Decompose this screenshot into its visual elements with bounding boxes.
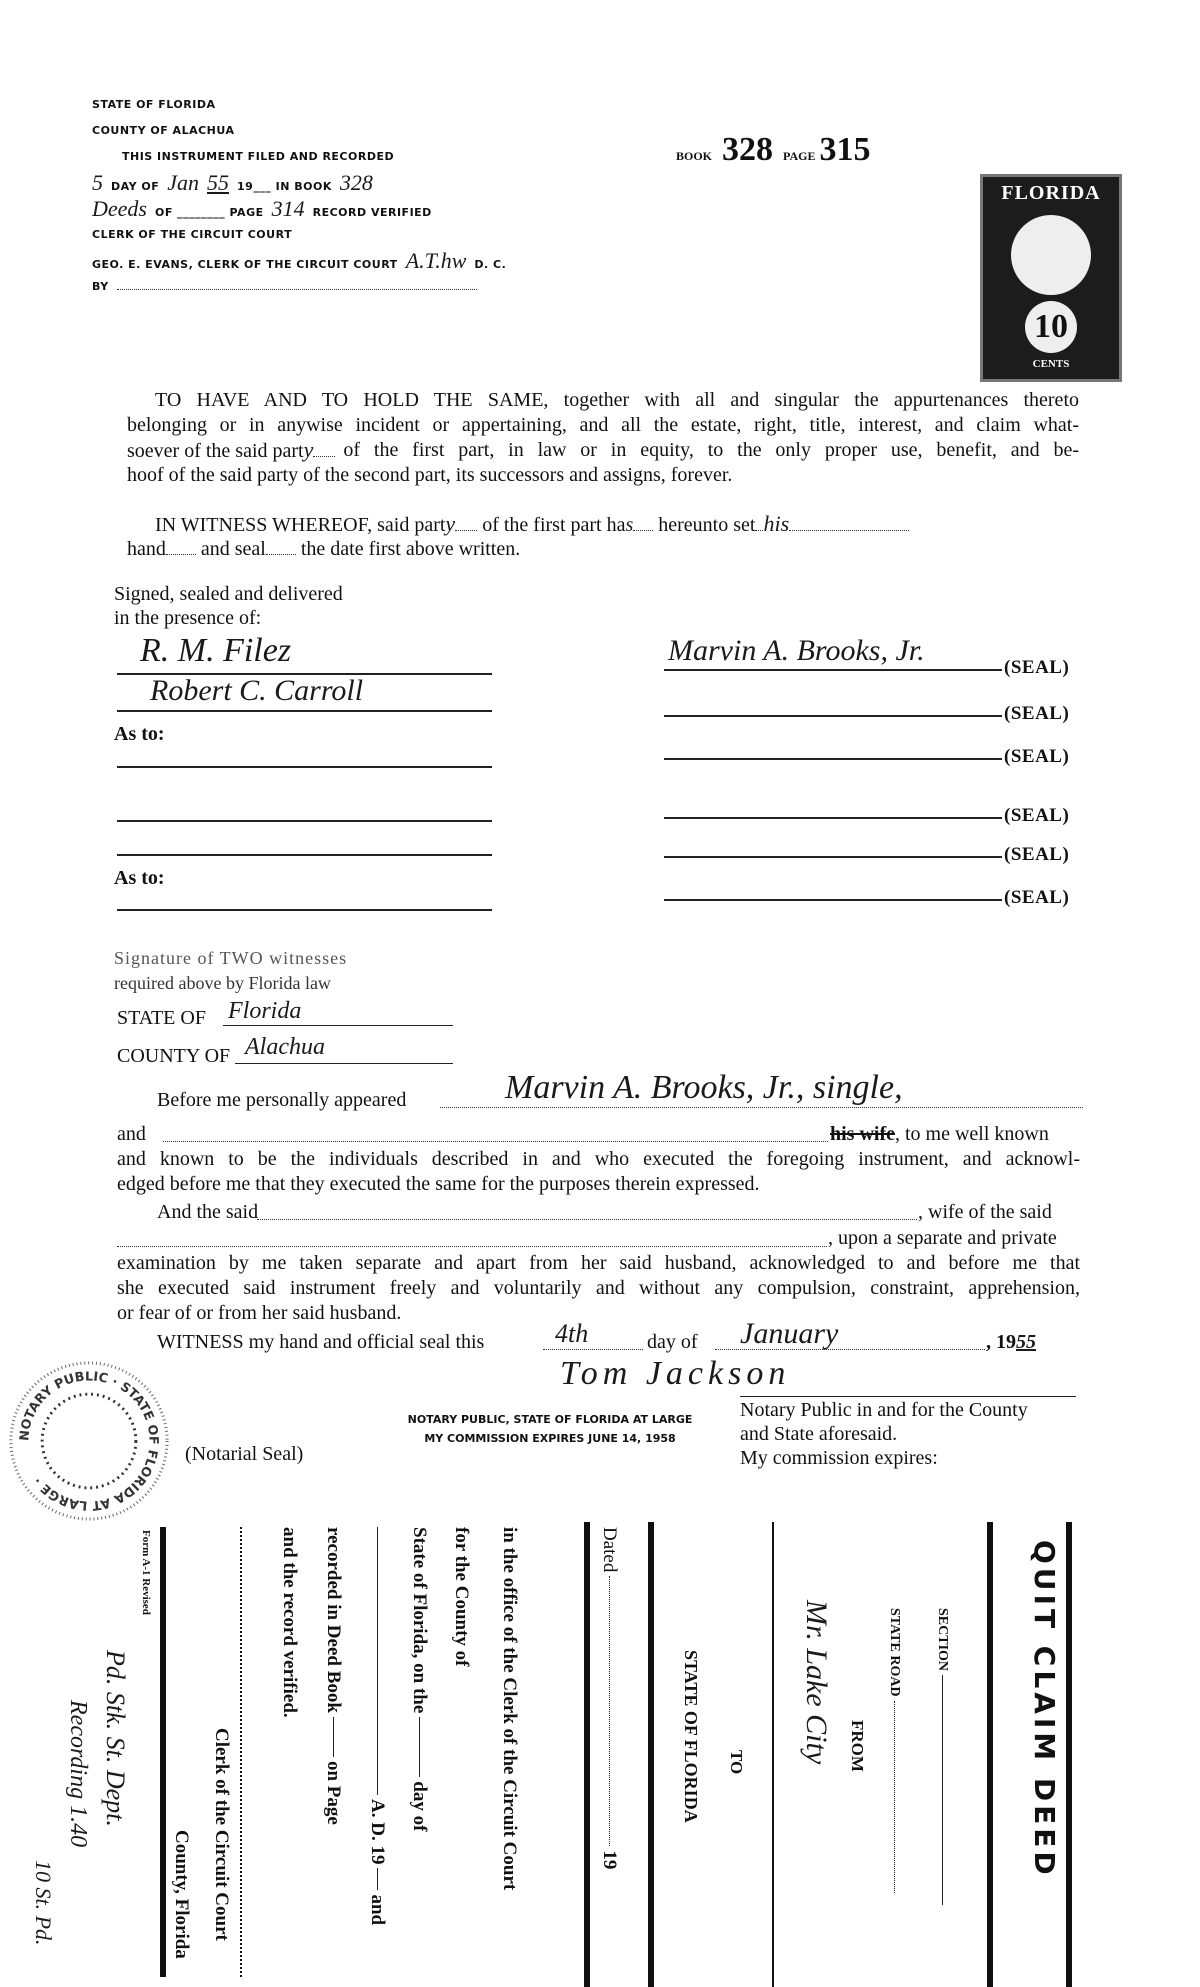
stamp-by-line [117,289,477,290]
grantor-signature: Marvin A. Brooks, Jr. [668,634,925,667]
stamp-dc: D. C. [474,258,507,271]
notarial-seal-label: (Notarial Seal) [185,1443,304,1465]
back-section-label: SECTION [935,1608,950,1672]
ack-appeared-hw: Marvin A. Brooks, Jr., single, [505,1069,903,1106]
ack-well-known-wrap [830,1122,1049,1146]
stamp-hw-of: Deeds [92,196,147,221]
wc-hw-s: s [625,514,634,536]
back-form-number: Form A-1 Revised [140,1530,152,1615]
stamp-filed: THIS INSTRUMENT FILED AND RECORDED [122,150,395,163]
ack-county-label: COUNTY OF [117,1045,231,1067]
ack-and-said-line[interactable] [257,1219,917,1220]
grantor-line-3[interactable] [664,758,1002,760]
ack-state-line[interactable] [223,1025,453,1026]
stamp-of-page: OF ________ PAGE [154,206,264,219]
ack-county-line[interactable] [235,1063,453,1064]
page-number: 315 [819,131,871,168]
back-recorded [322,1527,344,1825]
recording-stamp [92,92,652,300]
svg-text:NOTARY PUBLIC · STATE OF FLORI [16,1368,161,1513]
stamp-clerk: GEO. E. EVANS, CLERK OF THE CIRCUIT COURT [92,258,398,271]
back-rule-6 [240,1527,242,1977]
ack-exam-2: she executed said instrument freely and voluntarily and without any compulsion, constraint, apprehension, [117,1277,1080,1299]
ack-day-line[interactable] [543,1349,643,1350]
back-hw-note-1: Pd. Stk. St. Dept. [101,1650,130,1827]
notary-stamp-line-2: MY COMMISSION EXPIRES JUNE 14, 1958 [424,1432,676,1445]
ack-wife-line[interactable] [117,1246,827,1247]
book-label: BOOK [676,149,713,163]
signed-intro-1: Signed, sealed and delivered [114,583,343,605]
ack-and: and [117,1123,146,1145]
book-page-number [676,130,870,176]
stamp-hw-page: 314 [271,196,305,221]
as-to-2: As to: [114,867,165,889]
ack-exam-1: examination by me taken separate and apart from her said husband, acknowledged to and before me that [117,1252,1080,1274]
grantor-line-5[interactable] [664,856,1002,858]
wc-a: IN WITNESS WHEREOF, said part [155,514,446,536]
witness-line-3[interactable] [117,766,492,768]
ack-day-hw: 4th [555,1319,589,1348]
documentary-stamp [980,174,1122,382]
ack-and-said: And the said [157,1201,259,1223]
back-to: TO [727,1750,746,1775]
back-rule-7 [160,1527,166,1977]
back-and: and [367,1894,388,1926]
back-dated-label: Dated [599,1527,620,1573]
grantor-line-6[interactable] [664,899,1002,901]
back-filed-2: for the County of [451,1527,472,1667]
grantor-line-2[interactable] [664,715,1002,717]
stamp-hw-book: 328 [339,170,373,195]
back-rule-4 [648,1522,654,1987]
wc-b: of the first part ha [482,514,626,536]
stamp-by: BY [92,280,109,293]
notary-seal [4,1358,174,1524]
notary-line-3: My commission expires: [740,1447,938,1469]
page-label: PAGE [783,149,816,163]
ack-and-line[interactable] [163,1141,828,1142]
back-ad19: A. D. 19 [367,1799,388,1865]
back-day-of: day of [409,1781,430,1832]
book-number: 328 [722,131,774,168]
back-rule-3 [772,1522,774,1987]
stamp-clerk-court: CLERK OF THE CIRCUIT COURT [92,228,293,241]
ack-year-prefix: , 19 [986,1331,1016,1353]
stamp-county: COUNTY OF ALACHUA [92,124,235,137]
ack-appeared-line[interactable] [440,1107,1083,1108]
ack-well-known: , to me well known [895,1123,1049,1145]
notary-signature: Tom Jackson [560,1355,791,1392]
habendum-l3b: of the first part, in law or in equity, to the only proper use, benefit, and be- [343,439,1079,461]
habendum-line-4: hoof of the said party of the second part, its successors and assigns, forever. [127,464,733,486]
ack-exam-3: or fear of or from her said husband. [117,1302,402,1324]
ack-witness-hand: WITNESS my hand and official seal this [157,1331,485,1353]
habendum-line-3 [127,438,1079,463]
ack-day-of: day of [647,1331,698,1353]
stamp-state: STATE OF FLORIDA [92,98,216,111]
seal-label-2: (SEAL) [1004,703,1070,724]
back-recorded-label: recorded in Deed Book [323,1527,344,1713]
witness-line-4[interactable] [117,820,492,822]
back-county-fl: County, Florida [171,1830,192,1959]
ack-his-wife-struck: his wife [830,1123,895,1145]
stamp-hw-day: 5 [92,170,103,195]
witness-line-6[interactable] [117,909,492,911]
ack-known-2: edged before me that they executed the same for the purposes therein expressed. [117,1173,760,1195]
doc-stamp-value: 10 [1025,301,1077,353]
habendum-line-1: TO HAVE AND TO HOLD THE SAME, together with all and singular the appurtenances thereto [155,389,1079,411]
seal-label-1: (SEAL) [1004,657,1070,678]
ack-month-hw: January [740,1317,839,1350]
doc-stamp-unit: CENTS [1032,358,1070,370]
stamp-record-verified: RECORD VERIFIED [312,206,432,219]
ack-wife-of: , wife of the said [918,1201,1052,1223]
back-on-page: on Page [323,1760,344,1825]
back-ad [366,1527,388,1925]
witness-line-2[interactable] [117,710,492,712]
wc-hw-his: his [763,511,790,536]
grantor-line-4[interactable] [664,817,1002,819]
back-filed-3 [408,1527,430,1831]
wc-f: the date first above written. [300,538,521,560]
back-clerk: Clerk of the Circuit Court [211,1728,232,1941]
back-grantee: STATE OF FLORIDA [681,1650,701,1823]
witness-1-signature: R. M. Filez [140,632,292,669]
as-to-1: As to: [114,723,165,745]
ack-year-wrap [986,1330,1036,1354]
ack-state-label: STATE OF [117,1007,206,1029]
witness-clause-line-2 [127,537,520,561]
back-hw-note-3: 10 St. Pd. [31,1860,56,1946]
back-hw-note-2: Recording 1.40 [65,1700,91,1848]
habendum-line-2: belonging or in anywise incident or appertaining, and all the estate, right, title, interest, and claim what- [127,414,1079,436]
wc-hw-y: y [445,511,456,536]
seal-label-5: (SEAL) [1004,844,1070,865]
back-verified: and the record verified. [279,1527,300,1718]
ack-state-hw: Florida [228,998,302,1024]
ack-known-1: and known to be the individuals described in and who executed the foregoing instrument, and acknowl- [117,1148,1080,1170]
notary-line-2: and State aforesaid. [740,1423,898,1445]
ack-appeared: Before me personally appeared [157,1089,407,1111]
back-state-road-label: STATE ROAD [887,1608,902,1697]
back-from-hw: Mr. Lake City [800,1600,833,1765]
witness-note-1: Signature of TWO witnesses [114,948,348,968]
wc-d: hand [127,538,166,560]
back-rule-1 [1066,1522,1072,1987]
doc-stamp-seal-icon [1011,215,1091,295]
hw-y: y [303,437,314,462]
back-filed-1: in the office of the Clerk of the Circuit Court [499,1527,520,1891]
back-dated [598,1527,620,1869]
doc-stamp-state: FLORIDA [1001,182,1101,204]
stamp-hw-month: Jan [167,170,200,195]
back-dated-19: 19 [599,1850,620,1870]
notary-line-1: Notary Public in and for the County [740,1399,1028,1421]
back-filed-3-label: State of Florida, on the [409,1527,430,1714]
ack-separate: , upon a separate and private [828,1227,1057,1249]
notary-rubber-stamp [365,1410,735,1448]
seal-label-6: (SEAL) [1004,887,1070,908]
back-section [934,1608,950,1905]
ack-county-hw: Alachua [245,1034,325,1060]
ack-year-hw: 55 [1016,1331,1036,1353]
witness-line-5[interactable] [117,854,492,856]
stamp-day-of: DAY OF [111,180,160,193]
wc-c: hereunto set [658,514,756,536]
grantor-line-1[interactable] [664,669,1002,671]
stamp-year-book: 19___ IN BOOK [237,180,332,193]
witness-clause-line-1 [155,512,909,537]
seal-label-3: (SEAL) [1004,746,1070,767]
notary-stamp-line-1: NOTARY PUBLIC, STATE OF FLORIDA AT LARGE [407,1413,693,1426]
back-from: FROM [848,1720,867,1772]
seal-label-4: (SEAL) [1004,805,1070,826]
witness-note-2: required above by Florida law [114,973,331,993]
seal-text: NOTARY PUBLIC · STATE OF FLORIDA AT LARGE · [16,1368,162,1514]
witness-2-signature: Robert C. Carroll [150,674,364,707]
habendum-l3a: soever of the said part [127,440,304,462]
stamp-hw-year: 55 [207,170,230,195]
back-rule-5 [584,1522,590,1987]
back-rule-2 [987,1522,993,1987]
wc-e: and seal [200,538,266,560]
notary-sign-line[interactable] [740,1396,1076,1397]
signed-intro-2: in the presence of: [114,607,262,629]
back-title: QUIT CLAIM DEED [1028,1540,1061,1879]
stamp-hw-initials: A.T.hw [405,248,467,273]
back-state-road [886,1608,902,1893]
